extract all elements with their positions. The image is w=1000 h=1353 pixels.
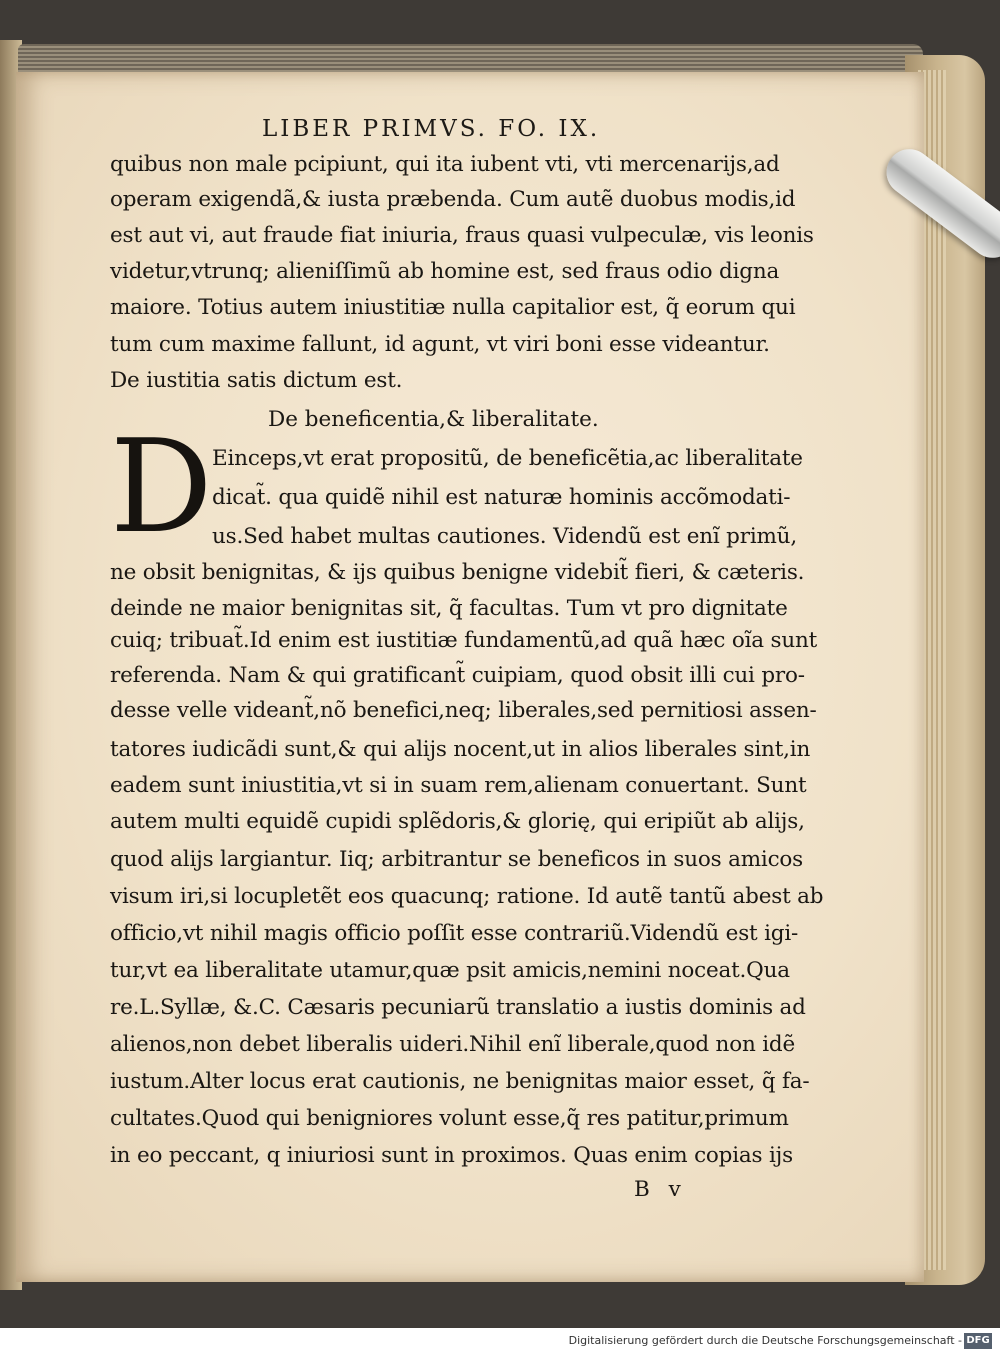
text-line: us.Sed habet multas cautiones. Videndũ est enĩ primũ, [212,524,797,549]
text-line: maiore. Totius autem iniustitiæ nulla capitalior est, q̃ eorum qui [110,295,796,320]
text-line: referenda. Nam & qui gratificant̃ cuipiam, quod obsit illi cui pro- [110,663,805,688]
text-line: quibus non male pcipiunt, qui ita iubent vti, vti mercenarijs,ad [110,152,780,177]
text-line: re.L.Syllæ, &.C. Cæsaris pecuniarũ translatio a iustis dominis ad [110,995,806,1020]
running-head: LIBER PRIMVS. FO. IX. [262,116,601,142]
footer-bar [0,1328,1000,1353]
text-line: autem multi equidẽ cupidi splẽdoris,& glorię, qui eripiũt ab alijs, [110,809,805,834]
text-line: tum cum maxime fallunt, id agunt, vt viri boni esse videantur. [110,332,770,357]
text-line: iustum.Alter locus erat cautionis, ne benignitas maior esset, q̃ fa- [110,1069,810,1094]
text-line: operam exigendã,& iusta præbenda. Cum autẽ duobus modis,id [110,187,796,212]
text-line: quod alijs largiantur. Iiq; arbitrantur se beneficos in suos amicos [110,847,804,872]
text-line: ne obsit benignitas, & ijs quibus benigne videbit̃ fieri, & cæteris. [110,560,805,585]
text-line: cultates.Quod qui benigniores volunt esse,q̃ res patitur,primum [110,1106,789,1131]
text-line: De iustitia satis dictum est. [110,368,403,393]
funding-credit: Digitalisierung gefördert durch die Deutsche Forschungsgemeinschaft - [568,1334,962,1347]
text-line: in eo peccant, q iniuriosi sunt in proximos. Quas enim copias ijs [110,1143,793,1168]
signature-mark: B v [634,1177,687,1202]
text-line: videtur,vtrunq; alieniſſimũ ab homine est, sed fraus odio digna [110,259,780,284]
text-line: est aut vi, aut fraude fiat iniuria, fraus quasi vulpeculæ, vis leonis [110,223,814,248]
text-line: tur,vt ea liberalitate utamur,quæ psit amicis,nemini noceat.Qua [110,958,790,983]
text-line: visum iri,si locupletẽt eos quacunq; ratione. Id autẽ tantũ abest ab [110,884,824,909]
text-line: Einceps,vt erat propositũ, de beneficẽtia,ac liberalitate [212,446,803,471]
text-line: cuiq; tribuat̃.Id enim est iustitiæ fundamentũ,ad quã hæc oĩa sunt [110,628,818,653]
section-heading: De beneficentia,& liberalitate. [268,407,599,432]
text-line: desse velle videant̃,nõ benefici,neq; liberales,sed pernitiosi assen- [110,698,817,723]
dfg-logo-icon: DFG [964,1333,992,1349]
text-line: alienos,non debet liberalis uideri.Nihil enĩ liberale,quod non idẽ [110,1032,795,1057]
text-line: dicat̃. qua quidẽ nihil est naturæ hominis accõmodati- [212,485,791,510]
text-line: tatores iudicãdi sunt,& qui alijs nocent,ut in alios liberales sint,in [110,737,811,762]
text-line: deinde ne maior benignitas sit, q̃ facultas. Tum vt pro dignitate [110,596,788,621]
text-line: eadem sunt iniustitia,vt si in suam rem,alienam conuertant. Sunt [110,773,807,798]
text-line: officio,vt nihil magis officio poſſit esse contrariũ.Videndũ est igi- [110,921,799,946]
drop-cap-initial: D [110,413,213,562]
